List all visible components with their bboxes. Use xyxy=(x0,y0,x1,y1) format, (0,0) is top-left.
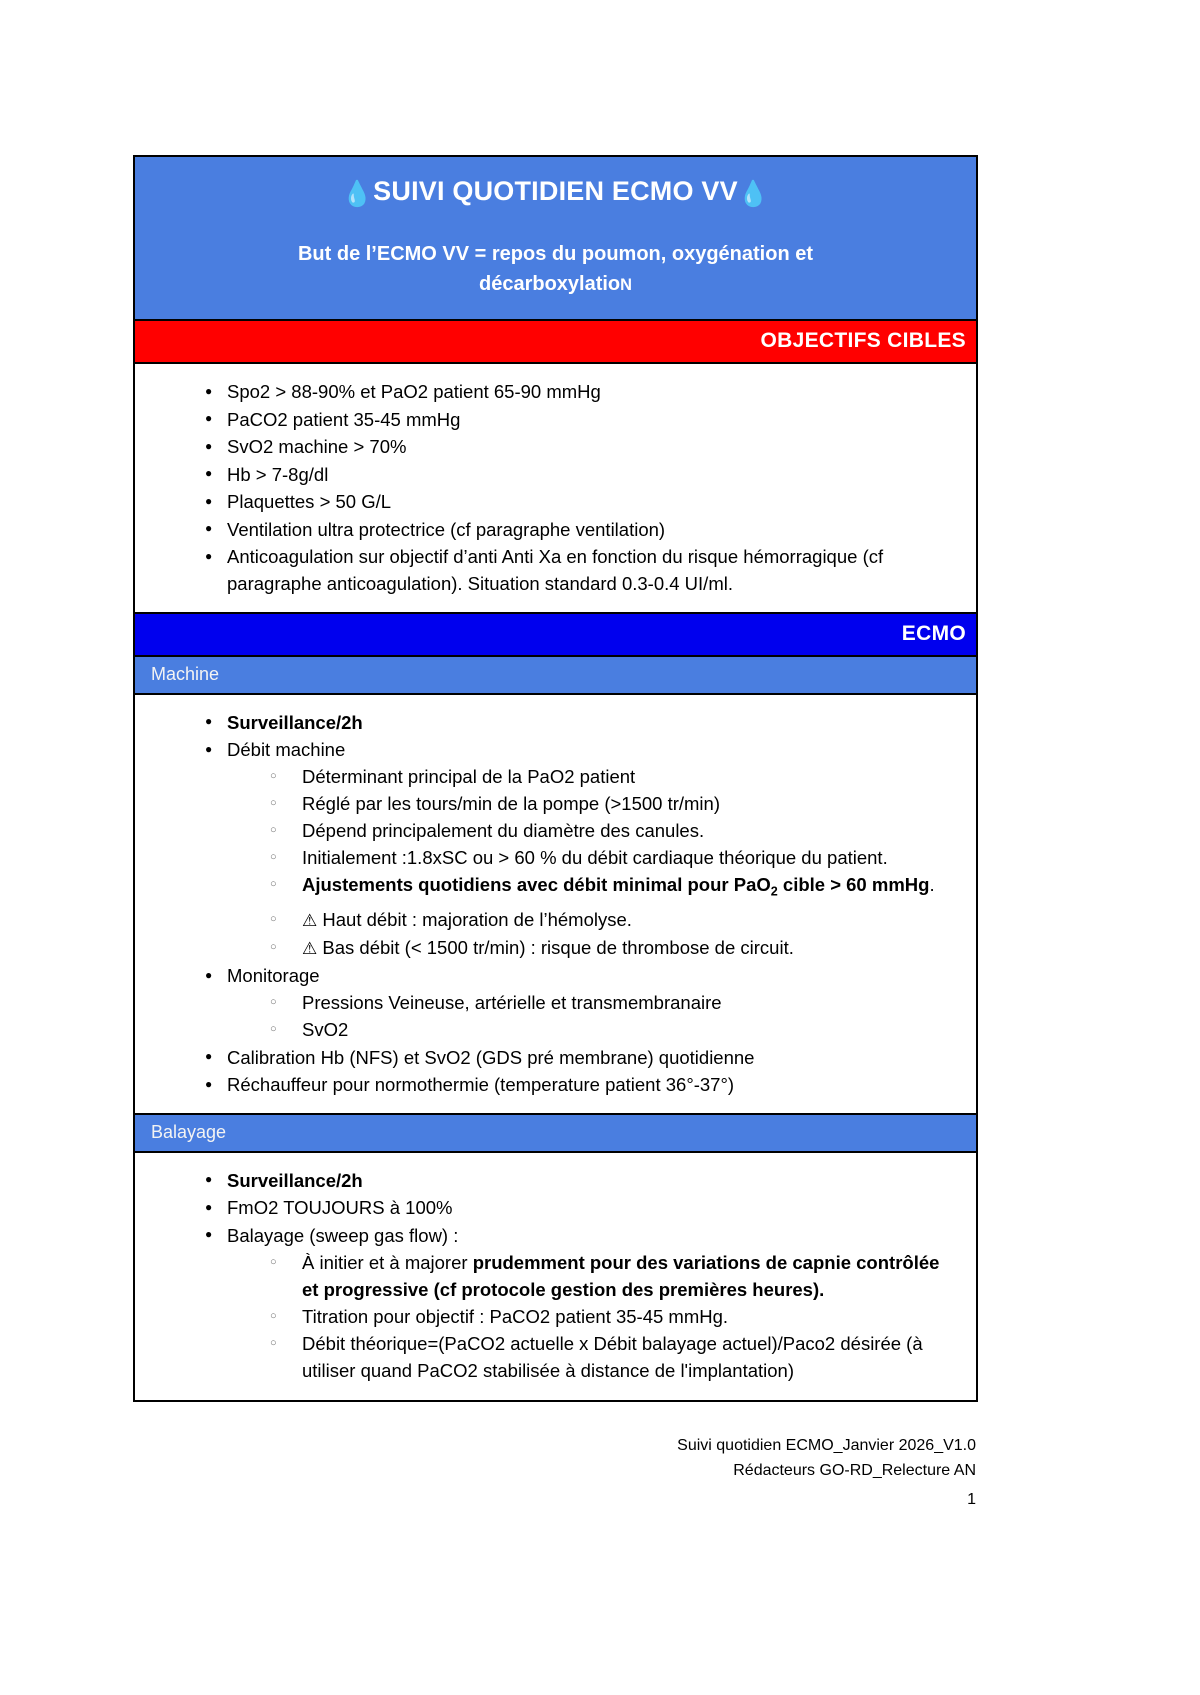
list-item: ○ Réglé par les tours/min de la pompe (>1500 tr/min) xyxy=(270,790,958,817)
list-item: ○ Débit théorique=(PaCO2 actuelle x Débit balayage actuel)/Paco2 désirée (à utiliser quand PaCO2 stabilisée à distance de l'implantation) xyxy=(270,1330,958,1384)
debit-machine-sublist xyxy=(227,763,958,962)
list-item xyxy=(205,1167,958,1194)
list-item xyxy=(205,962,958,1043)
page-subtitle xyxy=(157,239,954,299)
blood-drop-icon-left: 💧 xyxy=(341,180,374,208)
ecmo-banner: ECMO xyxy=(135,612,976,657)
initier-normal: À initier et à majorer xyxy=(302,1251,473,1273)
page-subtitle-line1: But de l’ECMO VV = repos du poumon, oxygénation et xyxy=(297,243,814,265)
footer-line-2: Rédacteurs GO-RD_Relecture AN xyxy=(733,1462,976,1479)
warning-high-flow-text: Haut débit : majoration de l’hémolyse. xyxy=(322,908,632,930)
warning-triangle-icon: ⚠ xyxy=(302,938,318,958)
warning-low-flow-text: Bas débit (< 1500 tr/min) : risque de thrombose de circuit. xyxy=(322,936,794,958)
machine-content xyxy=(135,695,976,1115)
ajustements-prefix: Ajustements quotidiens avec débit minimal pour PaO xyxy=(302,874,771,895)
list-item: ● PaCO2 patient 35-45 mmHg xyxy=(205,406,958,433)
list-item: ● Ventilation ultra protectrice (cf paragraphe ventilation) xyxy=(205,516,958,543)
objectifs-list xyxy=(153,378,958,597)
list-item-label: Monitorage xyxy=(227,965,320,987)
machine-list xyxy=(153,709,958,1099)
ajustements-tail: . xyxy=(929,874,935,895)
machine-banner: Machine xyxy=(135,655,976,695)
footer-line-1: Suivi quotidien ECMO_Janvier 2026_V1.0 xyxy=(677,1437,976,1454)
objectifs-content xyxy=(135,364,976,614)
list-item-warning-high-flow xyxy=(270,906,958,934)
balayage-list xyxy=(153,1167,958,1384)
list-item: ● Calibration Hb (NFS) et SvO2 (GDS pré membrane) quotidienne xyxy=(205,1044,958,1071)
list-item: ○ Titration pour objectif : PaCO2 patient 35-45 mmHg. xyxy=(270,1303,958,1330)
list-item: ○ Pressions Veineuse, artérielle et transmembranaire xyxy=(270,989,958,1016)
protocol-table xyxy=(133,155,978,1402)
balayage-banner: Balayage xyxy=(135,1113,976,1153)
list-item: ● Hb > 7-8g/dl xyxy=(205,461,958,488)
list-item: ● Plaquettes > 50 G/L xyxy=(205,488,958,515)
page-title-text: SUIVI QUOTIDIEN ECMO VV xyxy=(373,176,738,206)
list-item-ajustements xyxy=(270,871,958,906)
warning-triangle-icon: ⚠ xyxy=(302,910,318,930)
list-item xyxy=(205,709,958,736)
page-number: 1 xyxy=(967,1491,976,1508)
blood-drop-icon-right: 💧 xyxy=(737,180,770,208)
list-item: ○ Initialement :1.8xSC ou > 60 % du débit cardiaque théorique du patient. xyxy=(270,844,958,871)
ajustements-subscript: 2 xyxy=(770,884,778,899)
list-item: ● Réchauffeur pour normothermie (temperature patient 36°-37°) xyxy=(205,1071,958,1098)
page-subtitle-line2-smallcap: N xyxy=(620,276,632,294)
initier-bold: prudemment pour des variations de capnie contrôlée et progressive (cf protocole gestion des premières heures). xyxy=(302,1251,940,1300)
title-banner xyxy=(135,157,976,321)
balayage-sublist xyxy=(227,1249,958,1384)
list-item xyxy=(205,736,958,962)
monitorage-sublist xyxy=(227,989,958,1043)
list-item: ○ Déterminant principal de la PaO2 patient xyxy=(270,763,958,790)
list-item: ● Anticoagulation sur objectif d’anti Anti Xa en fonction du risque hémorragique (cf paragraphe anticoagulation). Situation standard 0.3-0.4 UI/ml. xyxy=(205,543,958,597)
list-item-label: Surveillance/2h xyxy=(227,711,363,733)
list-item-label: Débit machine xyxy=(227,739,346,760)
list-item: ○ SvO2 xyxy=(270,1016,958,1043)
list-item: ○ Dépend principalement du diamètre des canules. xyxy=(270,817,958,844)
list-item-label: Surveillance/2h xyxy=(227,1169,363,1191)
list-item-label: Balayage (sweep gas flow) : xyxy=(227,1224,459,1246)
document-footer xyxy=(133,1433,978,1512)
list-item-initier xyxy=(270,1249,958,1303)
objectifs-banner: OBJECTIFS CIBLES xyxy=(135,319,976,364)
list-item-warning-low-flow xyxy=(270,934,958,962)
list-item xyxy=(205,1222,958,1384)
ajustements-suffix: cible > 60 mmHg xyxy=(777,874,930,895)
list-item: ● SvO2 machine > 70% xyxy=(205,433,958,460)
page-title xyxy=(157,175,954,209)
list-item: ● Spo2 > 88-90% et PaO2 patient 65-90 mmHg xyxy=(205,378,958,405)
page-subtitle-line2: décarboxylatio xyxy=(478,273,621,295)
list-item: ● FmO2 TOUJOURS à 100% xyxy=(205,1194,958,1221)
balayage-content xyxy=(135,1153,976,1401)
